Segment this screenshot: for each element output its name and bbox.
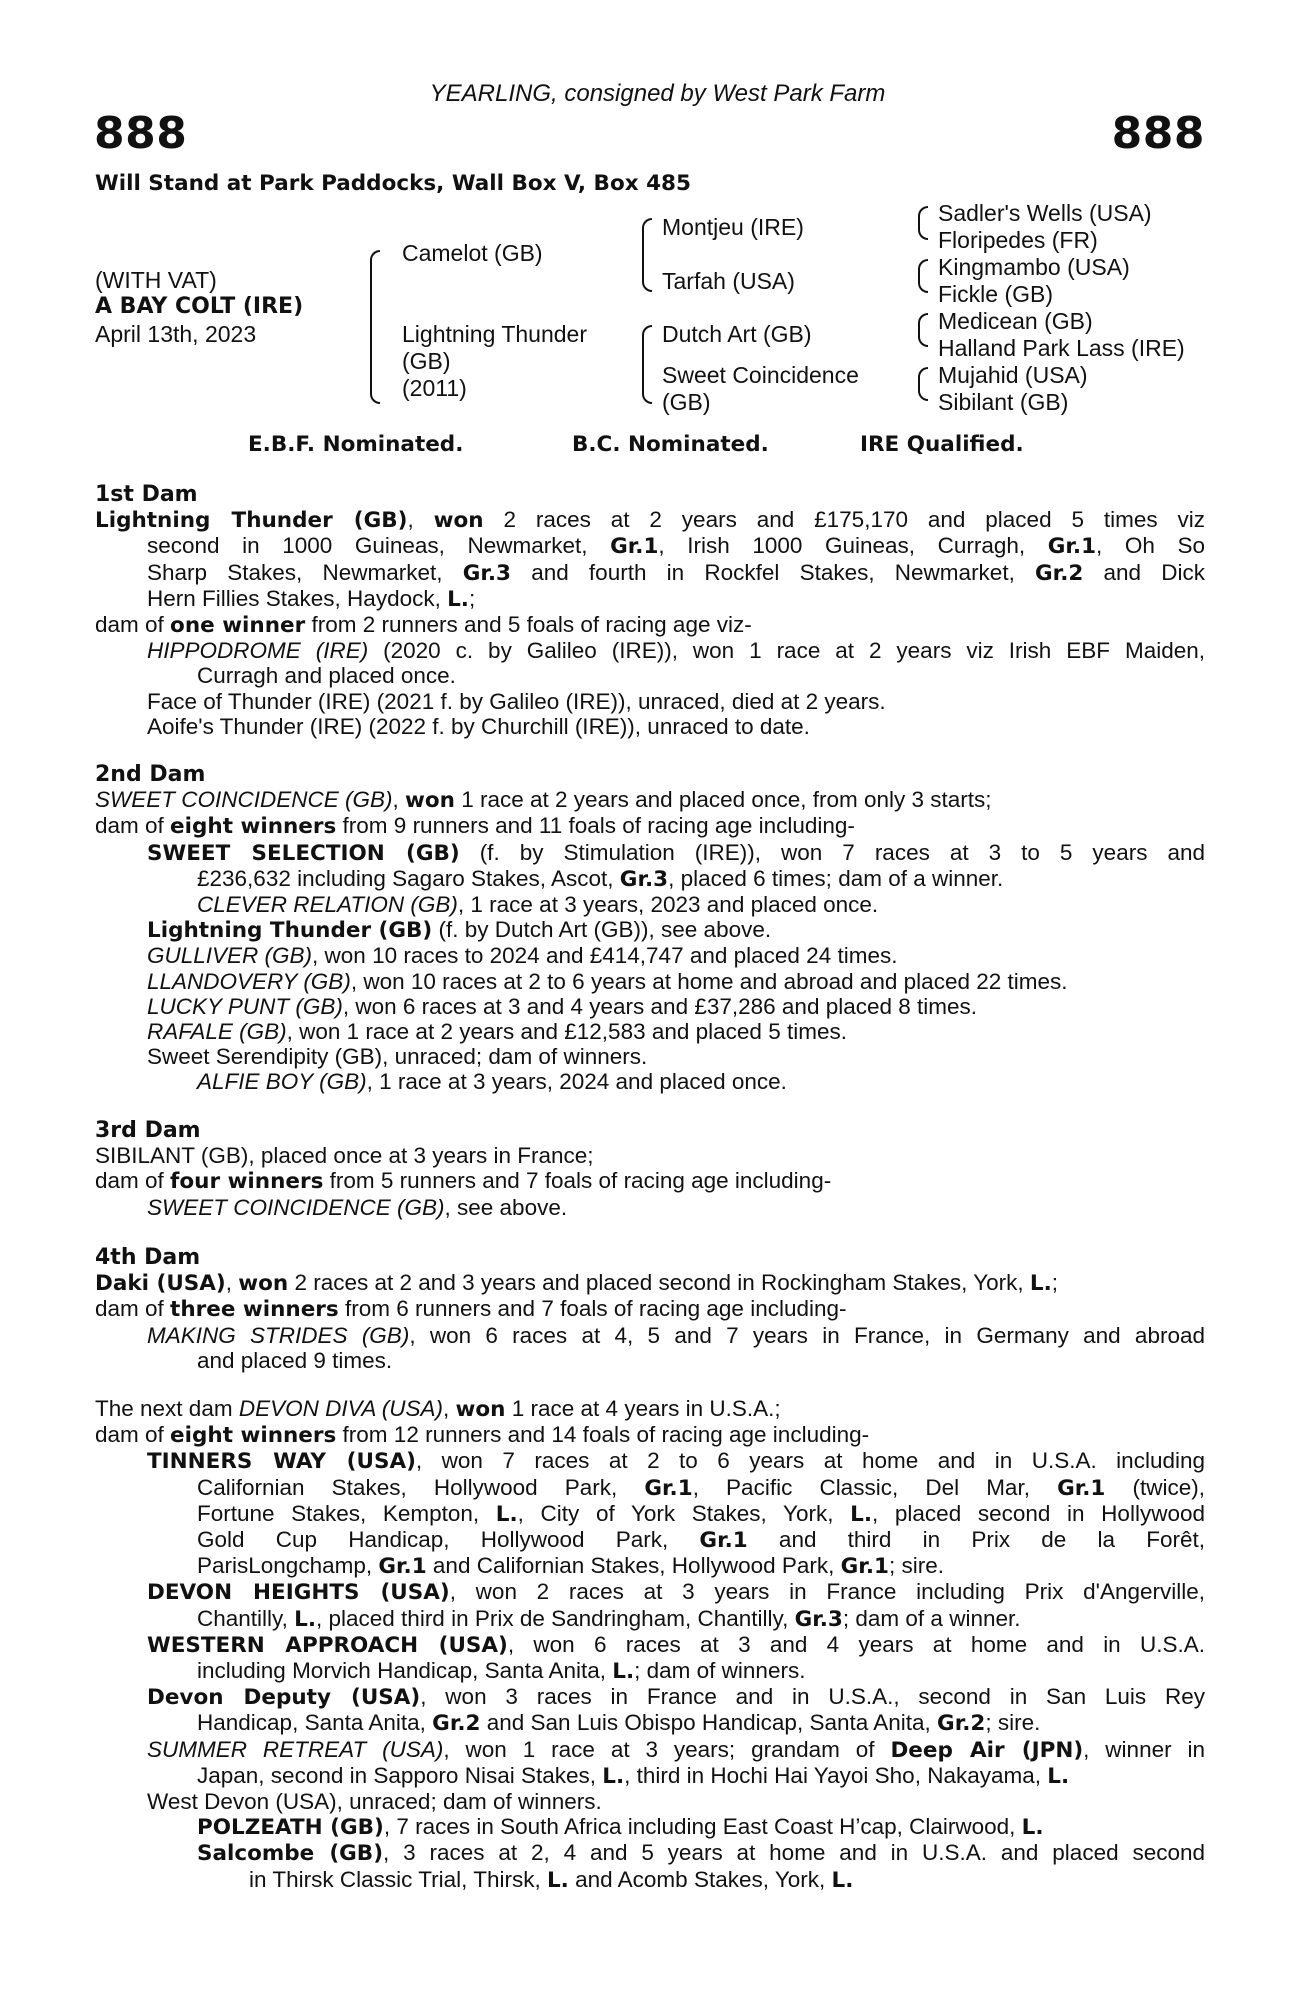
stabling-line: Will Stand at Park Paddocks, Wall Box V, Box 485 <box>95 171 691 196</box>
sire-dam: Tarfah (USA) <box>662 268 795 294</box>
sire-dam-dam: Fickle (GB) <box>938 281 1053 307</box>
dam-name-line1: Lightning Thunder <box>402 321 587 347</box>
dam-sire: Dutch Art (GB) <box>662 321 812 347</box>
second-dam-heading: 2nd Dam <box>95 762 206 787</box>
dam-dam-line2: (GB) <box>662 389 711 415</box>
dam-dam-line1: Sweet Coincidence <box>662 362 859 388</box>
fourth-dam-heading: 4th Dam <box>95 1245 201 1270</box>
sire-name: Camelot (GB) <box>402 240 543 266</box>
pedigree-brace-3a <box>918 206 928 240</box>
pedigree-brace-1 <box>370 250 380 404</box>
dam-sire-dam: Halland Park Lass (IRE) <box>938 335 1185 361</box>
next-dam-section: The next dam DEVON DIVA (USA), won 1 race at 4 years in U.S.A.; dam of eight winners from 12 runners and 14 foals of racing age including- TINNERS WAY (USA), won 7 races at 2 to 6 years at home and in U.S.A. including Californian Stakes, Hollywood Park, Gr.1, Pacific Classic, Del Mar, Gr.1 (twice), Fortune Stakes, Kempton, L., City of York Stakes, York, L., placed second in Hollywood Gold Cup Handicap, Hollywood Park, Gr.1 and third in Prix de la Forêt, ParisLongchamp, Gr.1 and Californian Stakes, Hollywood Park, Gr.1; sire. DEVON HEIGHTS (USA), won 2 races at 3 years in France including Prix d'Angerville, Chantilly, L., placed third in Prix de Sandringham, Chantilly, Gr.3; dam of a winner. WESTERN APPROACH (USA), won 6 races at 3 and 4 years at home and in U.S.A. including Morvich Handicap, Santa Anita, L.; dam of winners. Devon Deputy (USA), won 3 races in France and in U.S.A., second in San Luis Rey Handicap, Santa Anita, Gr.2 and San Luis Obispo Handicap, Santa Anita, Gr.2; sire. SUMMER RETREAT (USA), won 1 race at 3 years; grandam of Deep Air (JPN), winner in Japan, second in Sapporo Nisai Stakes, L., third in Hochi Hai Yayoi Sho, Nakayama, L. West Devon (USA), unraced; dam of winners. POLZEATH (GB), 7 races in South Africa including East Coast H’cap, Clairwood, L. Salcombe (GB), 3 races at 2, 4 and 5 years at home and in U.S.A. and placed second in Thirsk Classic Trial, Thirsk, L. and Acomb Stakes, York, L. <box>95 1396 1206 1893</box>
lot-number-left: 888 <box>94 108 188 159</box>
dam-dam-sire: Mujahid (USA) <box>938 362 1088 388</box>
fourth-dam-section: 4th Dam Daki (USA), won 2 races at 2 and 3 years and placed second in Rockingham Stakes, York, L.; dam of three winners from 6 runners and 7 foals of racing age including- MAKING STRIDES (GB), won 6 races at 4, 5 and 7 years in France, in Germany and abroad and placed 9 times. <box>95 1245 1205 1373</box>
dam-sire-sire: Medicean (GB) <box>938 308 1093 334</box>
sire-dam-sire: Kingmambo (USA) <box>938 254 1130 280</box>
pedigree-brace-2a <box>642 218 652 292</box>
sire-sire: Montjeu (IRE) <box>662 214 804 240</box>
pedigree-brace-3b <box>918 259 928 293</box>
bc-nomination: B.C. Nominated. <box>572 432 769 457</box>
lot-number-right: 888 <box>1111 108 1205 159</box>
dam-dam-dam: Sibilant (GB) <box>938 389 1069 415</box>
foaling-date: April 13th, 2023 <box>95 321 257 347</box>
pedigree-brace-3d <box>918 367 928 401</box>
dam-name-line3: (2011) <box>402 375 467 401</box>
dam-name-line2: (GB) <box>402 348 451 374</box>
first-dam-heading: 1st Dam <box>95 482 198 507</box>
pedigree-brace-2b <box>642 325 652 404</box>
second-dam-section: 2nd Dam SWEET COINCIDENCE (GB), won 1 race at 2 years and placed once, from only 3 starts; dam of eight winners from 9 runners and 11 foals of racing age including- SWEET SELECTION (GB) (f. by Stimulation (IRE)), won 7 races at 3 to 5 years and £236,632 including Sagaro Stakes, Ascot, Gr.3, placed 6 times; dam of a winner. CLEVER RELATION (GB), 1 race at 3 years, 2023 and placed once. Lightning Thunder (GB) (f. by Dutch Art (GB)), see above. GULLIVER (GB), won 10 races to 2024 and £414,747 and placed 24 times. LLANDOVERY (GB), won 10 races at 2 to 6 years at home and abroad and placed 22 times. LUCKY PUNT (GB), won 6 races at 3 and 4 years and £37,286 and placed 8 times. RAFALE (GB), won 1 race at 2 years and £12,583 and placed 5 times. Sweet Serendipity (GB), unraced; dam of winners. ALFIE BOY (GB), 1 race at 3 years, 2024 and placed once. <box>95 762 1205 1095</box>
ebf-nomination: E.B.F. Nominated. <box>248 432 464 457</box>
vat-note: (WITH VAT) <box>95 267 217 293</box>
sire-sire-dam: Floripedes (FR) <box>938 227 1098 253</box>
first-dam-section: 1st Dam Lightning Thunder (GB), won 2 races at 2 years and £175,170 and placed 5 times viz second in 1000 Guineas, Newmarket, Gr.1, Irish 1000 Guineas, Curragh, Gr.1, Oh So Sharp Stakes, Newmarket, Gr.3 and fourth in Rockfel Stakes, Newmarket, Gr.2 and Dick Hern Fillies Stakes, Haydock, L.; dam of one winner from 2 runners and 5 foals of racing age viz- HIPPODROME (IRE) (2020 c. by Galileo (IRE)), won 1 race at 2 years viz Irish EBF Maiden, Curragh and placed once. Face of Thunder (IRE) (2021 f. by Galileo (IRE)), unraced, died at 2 years. Aoife's Thunder (IRE) (2022 f. by Churchill (IRE)), unraced to date. <box>95 482 1205 739</box>
horse-name: A BAY COLT (IRE) <box>95 294 304 319</box>
ire-qualified: IRE Qualified. <box>860 432 1024 457</box>
pedigree-brace-3c <box>918 313 928 347</box>
third-dam-section: 3rd Dam SIBILANT (GB), placed once at 3 years in France; dam of four winners from 5 runners and 7 foals of racing age including- SWEET COINCIDENCE (GB), see above. <box>95 1118 1205 1220</box>
sire-sire-sire: Sadler's Wells (USA) <box>938 200 1152 226</box>
third-dam-heading: 3rd Dam <box>95 1118 201 1143</box>
consignment-line: YEARLING, consigned by West Park Farm <box>429 80 886 107</box>
